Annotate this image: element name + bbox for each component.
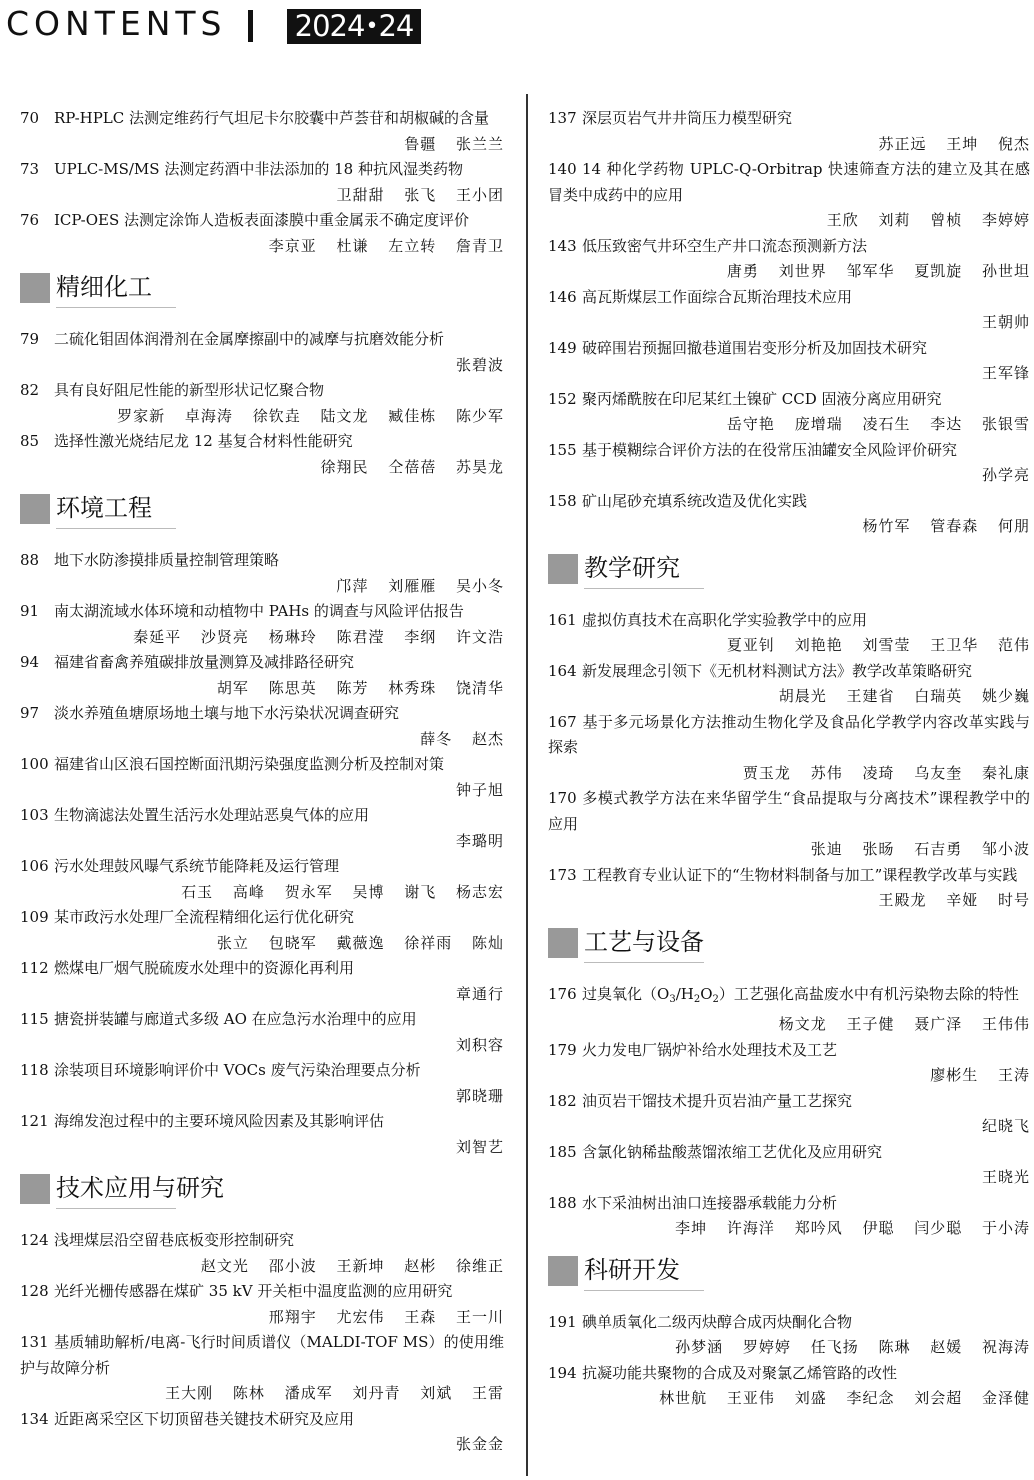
entry-title: [20, 599, 504, 625]
title-text: 污水处理鼓风曝气系统节能降耗及运行管理: [54, 857, 340, 875]
toc-entry[interactable]: [548, 982, 1030, 1038]
toc-entry[interactable]: [548, 659, 1030, 710]
page-number: 118: [20, 1061, 49, 1079]
toc-entry[interactable]: [548, 387, 1030, 438]
toc-entry[interactable]: [548, 863, 1030, 914]
entry-authors: 林世航 王亚伟 刘盛 李纪念 刘会超 金泽健: [659, 1389, 1030, 1407]
entry-title: [20, 701, 504, 727]
title-text: 浅埋煤层沿空留巷底板变形控制研究: [54, 1231, 295, 1249]
entry-title: [548, 982, 1030, 1013]
entry-title: [548, 659, 1030, 685]
toc-entry[interactable]: [20, 327, 504, 378]
toc-entry[interactable]: [548, 489, 1030, 540]
page-number: 182: [548, 1091, 577, 1110]
section-underline: [584, 1290, 704, 1291]
entry-authors: 钟子旭: [455, 780, 504, 799]
section-heading: [548, 550, 1030, 594]
header-separator: [248, 10, 253, 42]
column-divider: [526, 94, 528, 1476]
entry-authors: 贾玉龙 苏伟 凌琦 乌友奎 秦礼康: [742, 763, 1030, 782]
title-text: 选择性激光烧结尼龙 12 基复合材料性能研究: [54, 432, 353, 450]
title-text: 多模式教学方法在来华留学生“食品提取与分离技术”课程教学中的应用: [548, 789, 1030, 833]
page-number: 97: [20, 704, 40, 722]
entry-title: [20, 157, 504, 183]
section-square-icon: [20, 273, 50, 303]
section-underline: [584, 588, 704, 589]
entry-title: [20, 905, 504, 931]
entry-title: [548, 285, 1030, 311]
page-number: 170: [548, 789, 577, 807]
entry-title: [20, 429, 504, 455]
entry-title: [548, 387, 1030, 413]
toc-entry[interactable]: [20, 429, 504, 480]
toc-entry[interactable]: [548, 1140, 1030, 1191]
title-text: ）工艺强化高盐废水中有机污染物去除的特性: [718, 984, 1019, 1003]
toc-entry[interactable]: [20, 701, 504, 752]
contents-label: CONTENTS: [6, 4, 227, 43]
entry-authors: 徐翔民 仝蓓蓓 苏昊龙: [320, 457, 504, 476]
entry-authors: 唐勇 刘世界 邹军华 夏凯旋 孙世坦: [726, 262, 1030, 280]
entry-authors: 卫甜甜 张飞 王小团: [336, 185, 504, 204]
entry-authors: 邢翔宇 尤宏伟 王森 王一川: [268, 1307, 504, 1326]
entry-authors: 郭晓珊: [455, 1086, 504, 1105]
page-number: 134: [20, 1409, 49, 1428]
entry-title: [20, 1407, 504, 1433]
title-text: 14 种化学药物 UPLC-Q-Orbitrap 快速筛查方法的建立及其在感冒类中成药中的应用: [548, 160, 1030, 204]
page-number: 131: [20, 1333, 49, 1351]
title-text: /H: [675, 984, 694, 1003]
entry-title: [20, 1228, 504, 1254]
toc-entry[interactable]: [20, 157, 504, 208]
toc-group: [548, 1038, 1030, 1242]
title-text: 具有良好阻尼性能的新型形状记忆聚合物: [54, 381, 325, 399]
entry-title: [20, 650, 504, 676]
entry-authors: 张碧波: [455, 355, 504, 374]
title-text: 地下水防渗摸排质量控制管理策略: [54, 551, 280, 569]
toc-entry[interactable]: [548, 786, 1030, 863]
toc-entry[interactable]: [548, 710, 1030, 787]
entry-title: [548, 1089, 1030, 1115]
page-number: 143: [548, 236, 577, 255]
title-text: 火力发电厂锅炉补给水处理技术及工艺: [582, 1040, 838, 1059]
page-number: 164: [548, 661, 577, 680]
entry-title: [20, 548, 504, 574]
title-text: 某市政污水处理厂全流程精细化运行优化研究: [54, 908, 355, 926]
page-number: 194: [548, 1363, 577, 1382]
entry-title: [20, 106, 504, 132]
section-heading: [548, 924, 1030, 968]
subscript: 3: [669, 993, 676, 1005]
entry-authors: 张立 包晓军 戴薇逸 徐祥雨 陈灿: [216, 933, 504, 952]
page-number: 94: [20, 653, 40, 671]
page-number: 106: [20, 857, 49, 875]
issue-year: 2024: [294, 9, 365, 43]
section-square-icon: [548, 928, 578, 958]
page-number: 167: [548, 712, 577, 731]
entry-title: [548, 336, 1030, 362]
entry-authors: 杨文龙 王子健 聂广泽 王伟伟: [778, 1015, 1030, 1033]
page-number: 76: [20, 211, 40, 229]
toc-group: [548, 106, 1030, 540]
page-number: 146: [548, 287, 577, 306]
entry-authors: 苏正远 王坤 倪杰: [878, 134, 1030, 153]
toc-group: [20, 548, 504, 1160]
title-text: 含氯化钠稀盐酸蒸馏浓缩工艺优化及应用研究: [582, 1142, 883, 1161]
entry-title: [20, 208, 504, 234]
toc-entry[interactable]: [548, 157, 1030, 234]
entry-authors: 李坤 许海洋 郑吟风 伊聪 闫少聪 于小涛: [675, 1219, 1030, 1237]
section-heading: [548, 1252, 1030, 1296]
section-heading: [20, 1170, 504, 1214]
title-text: 深层页岩气井井筒压力模型研究: [582, 109, 793, 127]
toc-entry[interactable]: [20, 1058, 504, 1109]
toc-entry[interactable]: [548, 608, 1030, 659]
page-number: 185: [548, 1142, 577, 1161]
entry-authors: 夏亚钊 刘艳艳 刘雪莹 王卫华 范伟: [726, 636, 1030, 654]
title-text: 基于模糊综合评价方法的在役常压油罐安全风险评价研究: [582, 440, 958, 459]
title-text: 工程教育专业认证下的“生物材料制备与加工”课程教学改革与实践: [582, 865, 1018, 884]
right-column: [548, 106, 1030, 1412]
entry-authors: 秦延平 沙贤亮 杨琳玲 陈君滢 李纲 许文浩: [133, 627, 504, 646]
entry-authors: 纪晓飞: [981, 1117, 1030, 1135]
entry-title: [548, 438, 1030, 464]
toc-entry[interactable]: [548, 336, 1030, 387]
entry-title: [548, 1361, 1030, 1387]
page-number: 137: [548, 109, 577, 127]
entry-authors: 王殿龙 辛娅 时号: [878, 891, 1030, 909]
title-text: 碘单质氧化二级丙炔醇合成丙炔酮化合物: [582, 1312, 853, 1331]
title-text: O: [700, 984, 713, 1003]
entry-authors: 胡军 陈思英 陈芳 林秀珠 饶清华: [216, 678, 504, 697]
toc-entry[interactable]: [20, 106, 504, 157]
page-number: 109: [20, 908, 49, 926]
title-text: 抗凝功能共聚物的合成及对聚氯乙烯管路的改性: [582, 1363, 898, 1382]
entry-title: [548, 157, 1030, 208]
section-square-icon: [548, 1256, 578, 1286]
toc-group: [548, 1310, 1030, 1412]
title-text: 低压致密气井环空生产井口流态预测新方法: [582, 236, 868, 255]
title-text: 福建省山区浪石国控断面汛期污染强度监测分析及控制对策: [54, 755, 445, 773]
title-text: 燃煤电厂烟气脱硫废水处理中的资源化再利用: [54, 959, 355, 977]
page-number: 91: [20, 602, 40, 620]
title-text: 基于多元场景化方法推动生物化学及食品化学教学内容改革实践与探索: [548, 712, 1030, 756]
page-number: 140: [548, 160, 577, 178]
section-title: 精细化工: [56, 273, 152, 301]
subscript: 2: [693, 993, 701, 1005]
page-number: 70: [20, 109, 40, 127]
toc-entry[interactable]: [548, 1361, 1030, 1412]
section-underline: [584, 962, 704, 963]
issue-badge: [287, 9, 421, 44]
page-number: 152: [548, 389, 577, 408]
page-number: 158: [548, 491, 577, 510]
toc-group: [20, 106, 504, 259]
issue-dot: •: [365, 14, 378, 39]
page-header: [0, 0, 1034, 60]
toc-group: [20, 327, 504, 480]
toc-entry[interactable]: [20, 378, 504, 429]
entry-title: [20, 1279, 504, 1305]
section-title: 科研开发: [584, 1255, 680, 1284]
entry-authors: 杨竹军 管春森 何朋: [862, 517, 1030, 535]
section-underline: [56, 528, 176, 529]
page-number: 112: [20, 959, 49, 977]
title-text: 南太湖流域水体环境和动植物中 PAHs 的调查与风险评估报告: [54, 602, 464, 620]
page-number: 121: [20, 1112, 49, 1130]
title-text: 海绵发泡过程中的主要环境风险因素及其影响评估: [54, 1112, 385, 1130]
page-number: 188: [548, 1193, 577, 1212]
entry-title: [548, 234, 1030, 260]
entry-authors: 王军锋: [981, 364, 1030, 382]
entry-title: [20, 956, 504, 982]
entry-title: [548, 1140, 1030, 1166]
section-title: 工艺与设备: [584, 927, 704, 956]
title-text: 近距离采空区下切顶留巷关键技术研究及应用: [54, 1409, 355, 1428]
subscript: 2: [712, 993, 719, 1005]
section-square-icon: [548, 554, 578, 584]
left-column: [20, 106, 504, 1458]
entry-title: [20, 1058, 504, 1084]
entry-title: [20, 378, 504, 404]
entry-title: [548, 489, 1030, 515]
toc-entry[interactable]: [548, 285, 1030, 336]
entry-authors: 刘智艺: [455, 1137, 504, 1156]
toc-entry[interactable]: [548, 106, 1030, 157]
entry-authors: 胡晨光 王建省 白瑞英 姚少巍: [778, 687, 1030, 705]
toc-entry[interactable]: [548, 438, 1030, 489]
toc-entry[interactable]: [548, 234, 1030, 285]
title-text: 二硫化钼固体润滑剂在金属摩擦副中的减摩与抗磨效能分析: [54, 330, 445, 348]
title-text: 基质辅助解析/电离-飞行时间质谱仪（MALDI-TOF MS）的使用维护与故障分析: [20, 1333, 504, 1377]
entry-authors: 岳守艳 庞增瑞 凌石生 李达 张银雪: [726, 415, 1030, 433]
entry-title: [548, 786, 1030, 837]
title-text: 淡水养殖鱼塘原场地土壤与地下水污染状况调查研究: [54, 704, 400, 722]
entry-authors: 李京亚 杜谦 左立转 詹青卫: [268, 236, 504, 255]
entry-title: [20, 1007, 504, 1033]
toc-entry[interactable]: [20, 854, 504, 905]
page-number: 124: [20, 1231, 49, 1249]
toc-entry[interactable]: [20, 599, 504, 650]
section-heading: [20, 490, 504, 534]
toc-entry[interactable]: [20, 1007, 504, 1058]
title-text: 光纤光栅传感器在煤矿 35 kV 开关柜中温度监测的应用研究: [54, 1282, 453, 1300]
toc-entry[interactable]: [548, 1310, 1030, 1361]
title-text: 矿山尾砂充填系统改造及优化实践: [582, 491, 808, 510]
page-number: 79: [20, 330, 40, 348]
toc-entry[interactable]: [20, 803, 504, 854]
entry-authors: 孙学亮: [981, 466, 1030, 484]
entry-authors: 张金金: [455, 1435, 504, 1453]
title-text: 聚丙烯酰胺在印尼某红土镍矿 CCD 固液分离应用研究: [582, 389, 942, 408]
section-underline: [56, 1208, 176, 1209]
toc-entry[interactable]: [20, 548, 504, 599]
entry-authors: 王欣 刘莉 曾桢 李婷婷: [826, 211, 1030, 229]
toc-group: [548, 608, 1030, 914]
section-heading: [20, 269, 504, 313]
toc-entry[interactable]: [20, 208, 504, 259]
toc-entry[interactable]: [20, 1228, 504, 1279]
section-square-icon: [20, 1174, 50, 1204]
section-title: 技术应用与研究: [56, 1174, 224, 1202]
page-number: 191: [548, 1312, 577, 1331]
entry-authors: 李璐明: [455, 831, 504, 850]
title-text: 破碎围岩预掘回撤巷道围岩变形分析及加固技术研究: [582, 338, 928, 357]
entry-authors: 罗家新 卓海涛 徐钦垚 陆文龙 臧佳栋 陈少军: [117, 406, 504, 425]
page-number: 173: [548, 865, 577, 884]
title-text: 高瓦斯煤层工作面综合瓦斯治理技术应用: [582, 287, 853, 306]
entry-title: [20, 1109, 504, 1135]
page-number: 103: [20, 806, 49, 824]
entry-authors: 鲁疆 张兰兰: [404, 134, 504, 153]
entry-authors: 孙梦涵 罗婷婷 任飞扬 陈琳 赵媛 祝海涛: [675, 1338, 1030, 1356]
entry-authors: 王大刚 陈林 潘成军 刘丹青 刘斌 王雷: [165, 1384, 504, 1402]
entry-title: [548, 608, 1030, 634]
toc-entry[interactable]: [20, 905, 504, 956]
title-text: 虚拟仿真技术在高职化学实验教学中的应用: [582, 610, 868, 629]
entry-title: [20, 327, 504, 353]
entry-authors: 石玉 高峰 贺永军 吴博 谢飞 杨志宏: [181, 882, 504, 901]
title-text: 油页岩干馏技术提升页岩油产量工艺探究: [582, 1091, 853, 1110]
page-number: 149: [548, 338, 577, 357]
page-number: 88: [20, 551, 40, 569]
toc-entry[interactable]: [20, 650, 504, 701]
section-square-icon: [20, 494, 50, 524]
toc-entry[interactable]: [548, 1191, 1030, 1242]
title-text: 生物滴滤法处置生活污水处理站恶臭气体的应用: [54, 806, 370, 824]
page-number: 128: [20, 1282, 49, 1300]
entry-authors: 刘积容: [455, 1035, 504, 1054]
title-text: 过臭氧化（O: [582, 984, 670, 1003]
page-number: 161: [548, 610, 577, 629]
toc-entry[interactable]: [20, 1279, 504, 1330]
toc-entry[interactable]: [20, 1330, 504, 1407]
entry-title: [548, 1038, 1030, 1064]
page-number: 155: [548, 440, 577, 459]
entry-authors: 王朝帅: [981, 313, 1030, 331]
section-underline: [56, 307, 176, 308]
page-number: 82: [20, 381, 40, 399]
title-text: 水下采油树出油口连接器承载能力分析: [582, 1193, 838, 1212]
entry-authors: 章通行: [455, 984, 504, 1003]
toc-entry[interactable]: [20, 956, 504, 1007]
entry-title: [548, 863, 1030, 889]
toc-entry[interactable]: [20, 1407, 504, 1458]
entry-authors: 王晓光: [981, 1168, 1030, 1186]
section-title: 环境工程: [56, 494, 152, 522]
toc-entry[interactable]: [548, 1089, 1030, 1140]
entry-authors: 薛冬 赵杰: [420, 729, 504, 748]
toc-entry[interactable]: [20, 752, 504, 803]
title-text: UPLC-MS/MS 法测定药酒中非法添加的 18 种抗风湿类药物: [54, 160, 463, 178]
page-number: 85: [20, 432, 40, 450]
entry-title: [548, 710, 1030, 761]
entry-title: [20, 1330, 504, 1381]
entry-authors: 邝萍 刘雁雁 吴小冬: [336, 576, 504, 595]
issue-number: 24: [378, 9, 414, 43]
entry-title: [20, 803, 504, 829]
entry-authors: 廖彬生 王涛: [930, 1066, 1030, 1084]
page-number: 100: [20, 755, 49, 773]
entry-title: [20, 854, 504, 880]
entry-title: [548, 106, 1030, 132]
title-text: ICP-OES 法测定涂饰人造板表面漆膜中重金属汞不确定度评价: [54, 211, 470, 229]
title-text: RP-HPLC 法测定维药行气坦尼卡尔胶囊中芦荟苷和胡椒碱的含量: [54, 109, 490, 127]
title-text: 福建省畜禽养殖碳排放量测算及减排路径研究: [54, 653, 355, 671]
toc-group: [20, 1228, 504, 1458]
title-text: 新发展理念引领下《无机材料测试方法》教学改革策略研究: [582, 661, 973, 680]
section-title: 教学研究: [584, 553, 680, 582]
page-number: 115: [20, 1010, 49, 1028]
toc-entry[interactable]: [548, 1038, 1030, 1089]
title-text: 搪瓷拼装罐与廊道式多级 AO 在应急污水治理中的应用: [54, 1010, 417, 1028]
entry-title: [548, 1191, 1030, 1217]
entry-authors: 赵文光 邵小波 王新坤 赵彬 徐维正: [200, 1256, 504, 1275]
entry-title: [548, 1310, 1030, 1336]
entry-authors: 张迪 张旸 石吉勇 邹小波: [810, 840, 1030, 858]
title-text: 涂装项目环境影响评价中 VOCs 废气污染治理要点分析: [54, 1061, 421, 1079]
entry-title: [20, 752, 504, 778]
toc-entry[interactable]: [20, 1109, 504, 1160]
page-number: 176: [548, 984, 577, 1003]
page-number: 179: [548, 1040, 577, 1059]
page-number: 73: [20, 160, 40, 178]
